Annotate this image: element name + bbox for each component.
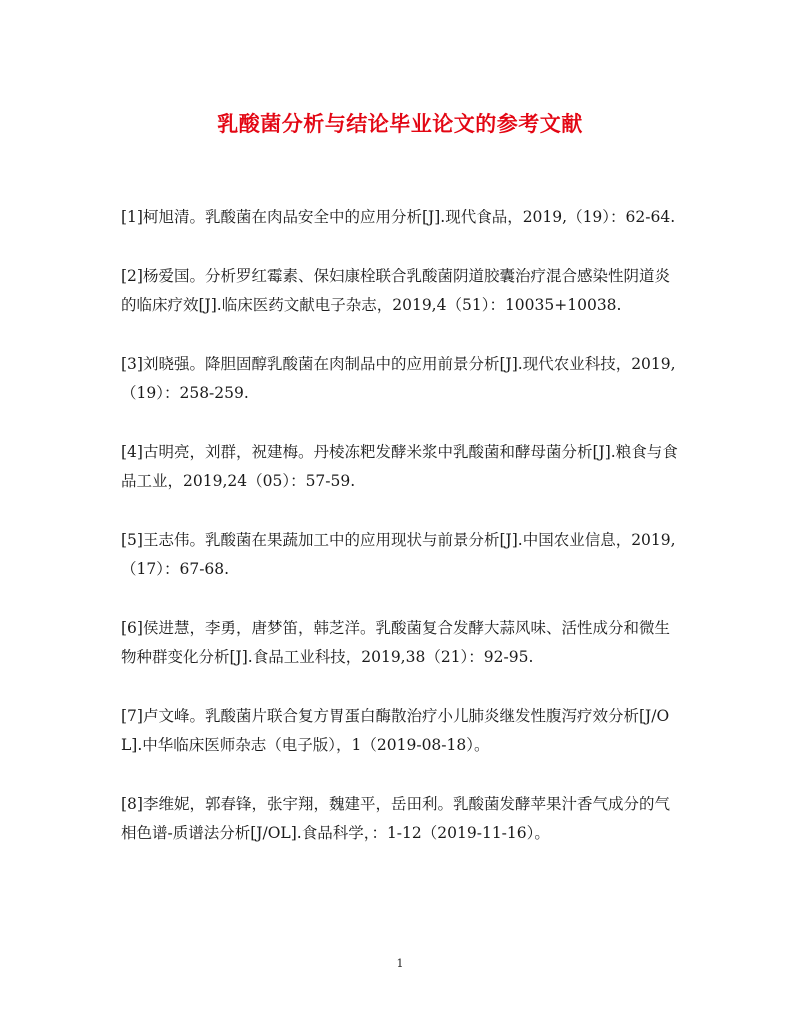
reference-item-8: [8]李维妮，郭春锋，张宇翔，魏建平，岳田利。乳酸菌发酵苹果汁香气成分的气相色谱-质谱法分析[J/OL].食品科学，：1-12（2019-11-16）。	[121, 795, 670, 842]
reference-item-1: [1]柯旭清。乳酸菌在肉品安全中的应用分析[J].现代食品，2019,（19）：62-64.	[121, 208, 676, 226]
reference-item-3: [3]刘晓强。降胆固醇乳酸菌在肉制品中的应用前景分析[J].现代农业科技，2019,（19）：258-259.	[121, 355, 676, 402]
reference-item-5: [5]王志伟。乳酸菌在果蔬加工中的应用现状与前景分析[J].中国农业信息，2019,（17）：67-68.	[121, 531, 676, 578]
reference-item-2: [2]杨爱国。分析罗红霉素、保妇康栓联合乳酸菌阴道胶囊治疗混合感染性阴道炎的临床疗效[J].临床医药文献电子杂志，2019,4（51）：10035+10038.	[121, 267, 670, 314]
reference-item-4: [4]古明亮，刘群，祝建梅。丹棱冻粑发酵米浆中乳酸菌和酵母菌分析[J].粮食与食品工业，2019,24（05）：57-59.	[121, 443, 678, 490]
document-title: 乳酸菌分析与结论毕业论文的参考文献	[217, 111, 583, 136]
page-number: 1	[396, 957, 404, 970]
reference-item-6: [6]侯进慧，李勇，唐梦笛，韩芝洋。乳酸菌复合发酵大蒜风味、活性成分和微生物种群变化分析[J].食品工业科技，2019,38（21）：92-95.	[121, 619, 670, 666]
reference-item-7: [7]卢文峰。乳酸菌片联合复方胃蛋白酶散治疗小儿肺炎继发性腹泻疗效分析[J/OL].中华临床医师杂志（电子版），1（2019-08-18）。	[121, 707, 670, 754]
reference-list	[121, 203, 681, 878]
